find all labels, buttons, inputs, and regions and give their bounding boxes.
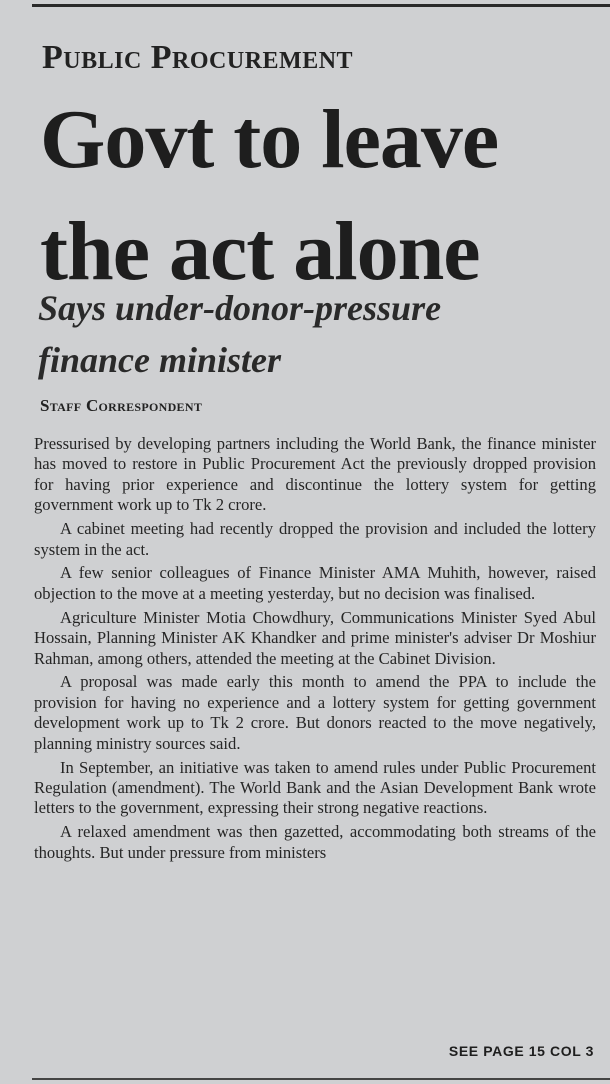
paragraph: Agriculture Minister Motia Chowdhury, Communications Minister Syed Abul Hossain, Planning Minister AK Khandker and prime minister's adviser Dr Moshiur Rahman, among others, attended the meeting at the Cabinet Division.: [34, 607, 596, 668]
paragraph: A few senior colleagues of Finance Minister AMA Muhith, however, raised objection to the move at a meeting yesterday, but no decision was finalised.: [34, 563, 596, 603]
paragraph: A cabinet meeting had recently dropped the provision and included the lottery system in the act.: [34, 519, 596, 559]
paragraph: In September, an initiative was taken to amend rules under Public Procurement Regulation (amendment). The World Bank and the Asian Development Bank wrote letters to the government, expressing their strong negative reactions.: [34, 757, 596, 818]
paragraph: A relaxed amendment was then gazetted, accommodating both streams of the thoughts. But under pressure from ministers: [34, 822, 596, 862]
jump-line: SEE PAGE 15 COL 3: [448, 1043, 594, 1059]
headline: Govt to leave the act alone: [40, 93, 499, 298]
article-body: [34, 434, 596, 867]
kicker: Public Procurement: [42, 39, 354, 76]
deck: Says under-donor-pressure finance minister: [38, 288, 442, 380]
top-rule: [32, 4, 610, 7]
paragraph: A proposal was made early this month to amend the PPA to include the provision for having no experience and a lottery system for getting government development work up to Tk 2 crore. But donors reacted to the move negatively, planning ministry sources said.: [34, 672, 596, 753]
bottom-rule: [32, 1078, 610, 1080]
paragraph: Pressurised by developing partners including the World Bank, the finance minister has moved to restore in Public Procurement Act the previously dropped provision for having prior experience and discontinue the lottery system for getting government work up to Tk 2 crore.: [34, 434, 596, 515]
byline: Staff Correspondent: [40, 396, 203, 415]
